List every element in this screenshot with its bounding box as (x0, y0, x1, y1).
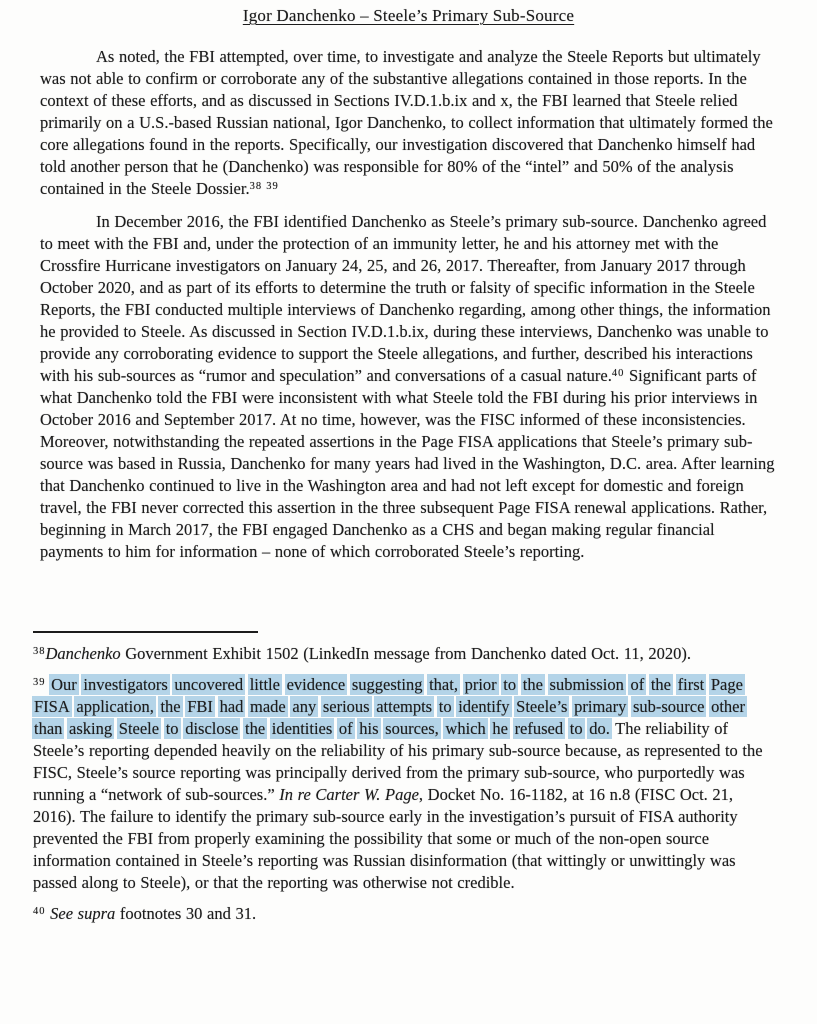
highlighted-word: FBI (187, 697, 213, 716)
highlighted-word: to (438, 697, 452, 716)
italic-text-run: In re Carter W. Page (279, 785, 419, 804)
highlighted-word: Steele (118, 719, 160, 738)
highlighted-word: submission (549, 675, 624, 694)
highlighted-word: his (359, 719, 379, 738)
highlighted-word: disclose (185, 719, 239, 738)
highlighted-word: Steele’s (516, 697, 568, 716)
highlighted-word: had (219, 697, 244, 716)
highlighted-word: primary (574, 697, 627, 716)
text-run: Significant parts of what Danchenko told the FBI were inconsistent with what Steele told the FBI during his prior interviews in October 2016 and September 2017. At no time, however, was the FISC informed of these inconsistencies. Moreover, notwithstanding the repeated assertions in the Page FISA applications that Steele’s primary sub-source was based in Russia, Danchenko for many years had lived in the Washington, D.C. area. After learning that Danchenko continued to live in the Washington area and had not left except for domestic and foreign travel, the FBI never corrected this assertion in the three subsequent Page FISA renewal applications. Rather, beginning in March 2017, the FBI engaged Danchenko as a CHS and began making regular financial payments to him for information – none of which corroborated Steele’s reporting. (40, 366, 775, 561)
highlighted-word: sub-source (632, 697, 705, 716)
highlighted-word: serious (322, 697, 370, 716)
footnote-38 (33, 643, 777, 665)
highlighted-word: the (244, 719, 266, 738)
highlighted-word: refused (514, 719, 564, 738)
highlighted-word: attempts (376, 697, 433, 716)
highlighted-word: uncovered (174, 675, 244, 694)
highlighted-word: the (650, 675, 671, 694)
highlighted-word: of (338, 719, 353, 738)
italic-text-run: See supra (50, 904, 116, 923)
highlighted-word: to (569, 719, 583, 738)
text-run: In December 2016, the FBI identified Danchenko as Steele’s primary sub-source. Danchenko agreed to meet with the FBI and, under the protection of an immunity letter, he and his attorney met with the Crossfire Hurricane investigators on January 24, 25, and 26, 2017. Thereafter, from January 2017 through October 2020, and as part of its efforts to determine the truth or falsity of specific information in the Steele Reports, the FBI conducted multiple interviews of Danchenko regarding, among other things, the information he provided to Steele. As discussed in Section IV.D.1.b.ix, during these interviews, Danchenko was unable to provide any corroborating evidence to support the Steele allegations, and further, described his interactions with his sub-sources as “rumor and speculation” and conversations of a casual nature. (40, 212, 771, 385)
footnote-ref: 40 (611, 367, 625, 379)
body-paragraph-2 (40, 211, 777, 563)
footnotes-section (33, 643, 777, 925)
highlighted-word: do. (589, 719, 610, 738)
highlighted-word: the (522, 675, 543, 694)
highlighted-word: FISA (34, 697, 70, 716)
footnote-ref: 40 (33, 905, 46, 917)
highlighted-word: asking (69, 719, 113, 738)
highlighted-word: investigators (83, 675, 168, 694)
text-run: As noted, the FBI attempted, over time, to investigate and analyze the Steele Reports but ultimately was not able to confirm or corroborate any of the substantive allegations contained in those reports. In the context of these efforts, and as discussed in Sections IV.D.1.b.ix and x, the FBI learned that Steele relied primarily on a U.S.-based Russian national, Igor Danchenko, to collect information that ultimately formed the core allegations found in the reports. Specifically, our investigation discovered that Danchenko himself had told another person that he (Danchenko) was responsible for 80% of the “intel” and 50% of the analysis contained in the Steele Dossier. (40, 47, 773, 198)
highlighted-word: application, (76, 697, 154, 716)
highlighted-word: first (677, 675, 705, 694)
highlighted-word: identities (271, 719, 333, 738)
highlighted-word: made (250, 697, 286, 716)
highlighted-word: sources, (385, 719, 439, 738)
highlighted-word: prior (464, 675, 497, 694)
document-body (40, 46, 777, 563)
footnote-40 (33, 903, 777, 925)
highlighted-word: he (492, 719, 508, 738)
highlighted-word: little (249, 675, 280, 694)
highlighted-word: Our (51, 675, 77, 694)
italic-text-run: Danchenko (45, 644, 121, 663)
highlighted-word: evidence (286, 675, 346, 694)
body-paragraph-1 (40, 46, 777, 200)
highlighted-word: Page (710, 675, 743, 694)
page-title: Igor Danchenko – Steele’s Primary Sub-Source (242, 6, 575, 25)
text-run: The reliability of Steele’s reporting depended heavily on the reliability of his primary sub-source because, as represented to the FISC, Steele’s source reporting was principally derived from the primary sub-source, who purportedly was running a “network of sub-sources.” (33, 719, 763, 804)
footnote-ref: 39 (33, 676, 46, 688)
highlighted-word: which (445, 719, 486, 738)
highlighted-word: identify (458, 697, 510, 716)
highlighted-word: suggesting (351, 675, 423, 694)
footnote-ref: 38 (33, 645, 46, 657)
highlighted-word: to (165, 719, 179, 738)
footnote-ref: 38 39 (249, 180, 279, 192)
highlighted-word: that, (429, 675, 458, 694)
highlighted-word: the (160, 697, 181, 716)
highlighted-word: than (34, 719, 63, 738)
text-run: , Docket No. 16-1182, at 16 n.8 (FISC Oct. 21, 2016). The failure to identify the primary sub-source early in the investigation’s pursuit of FISA authority prevented the FBI from properly examining the possibility that some or much of the non-open source information contained in Steele’s reporting was Russian disinformation (that wittingly or unwittingly was passed along to Steele), or that the reporting was otherwise not credible. (33, 785, 738, 892)
text-run: footnotes 30 and 31. (115, 904, 257, 923)
highlighted-word: other (711, 697, 745, 716)
highlighted-word: any (292, 697, 317, 716)
footnote-39 (33, 674, 777, 894)
footnote-separator (33, 631, 258, 633)
highlighted-word: of (630, 675, 645, 694)
highlighted-word: to (503, 675, 517, 694)
text-run: Government Exhibit 1502 (LinkedIn message from Danchenko dated Oct. 11, 2020). (120, 644, 691, 663)
